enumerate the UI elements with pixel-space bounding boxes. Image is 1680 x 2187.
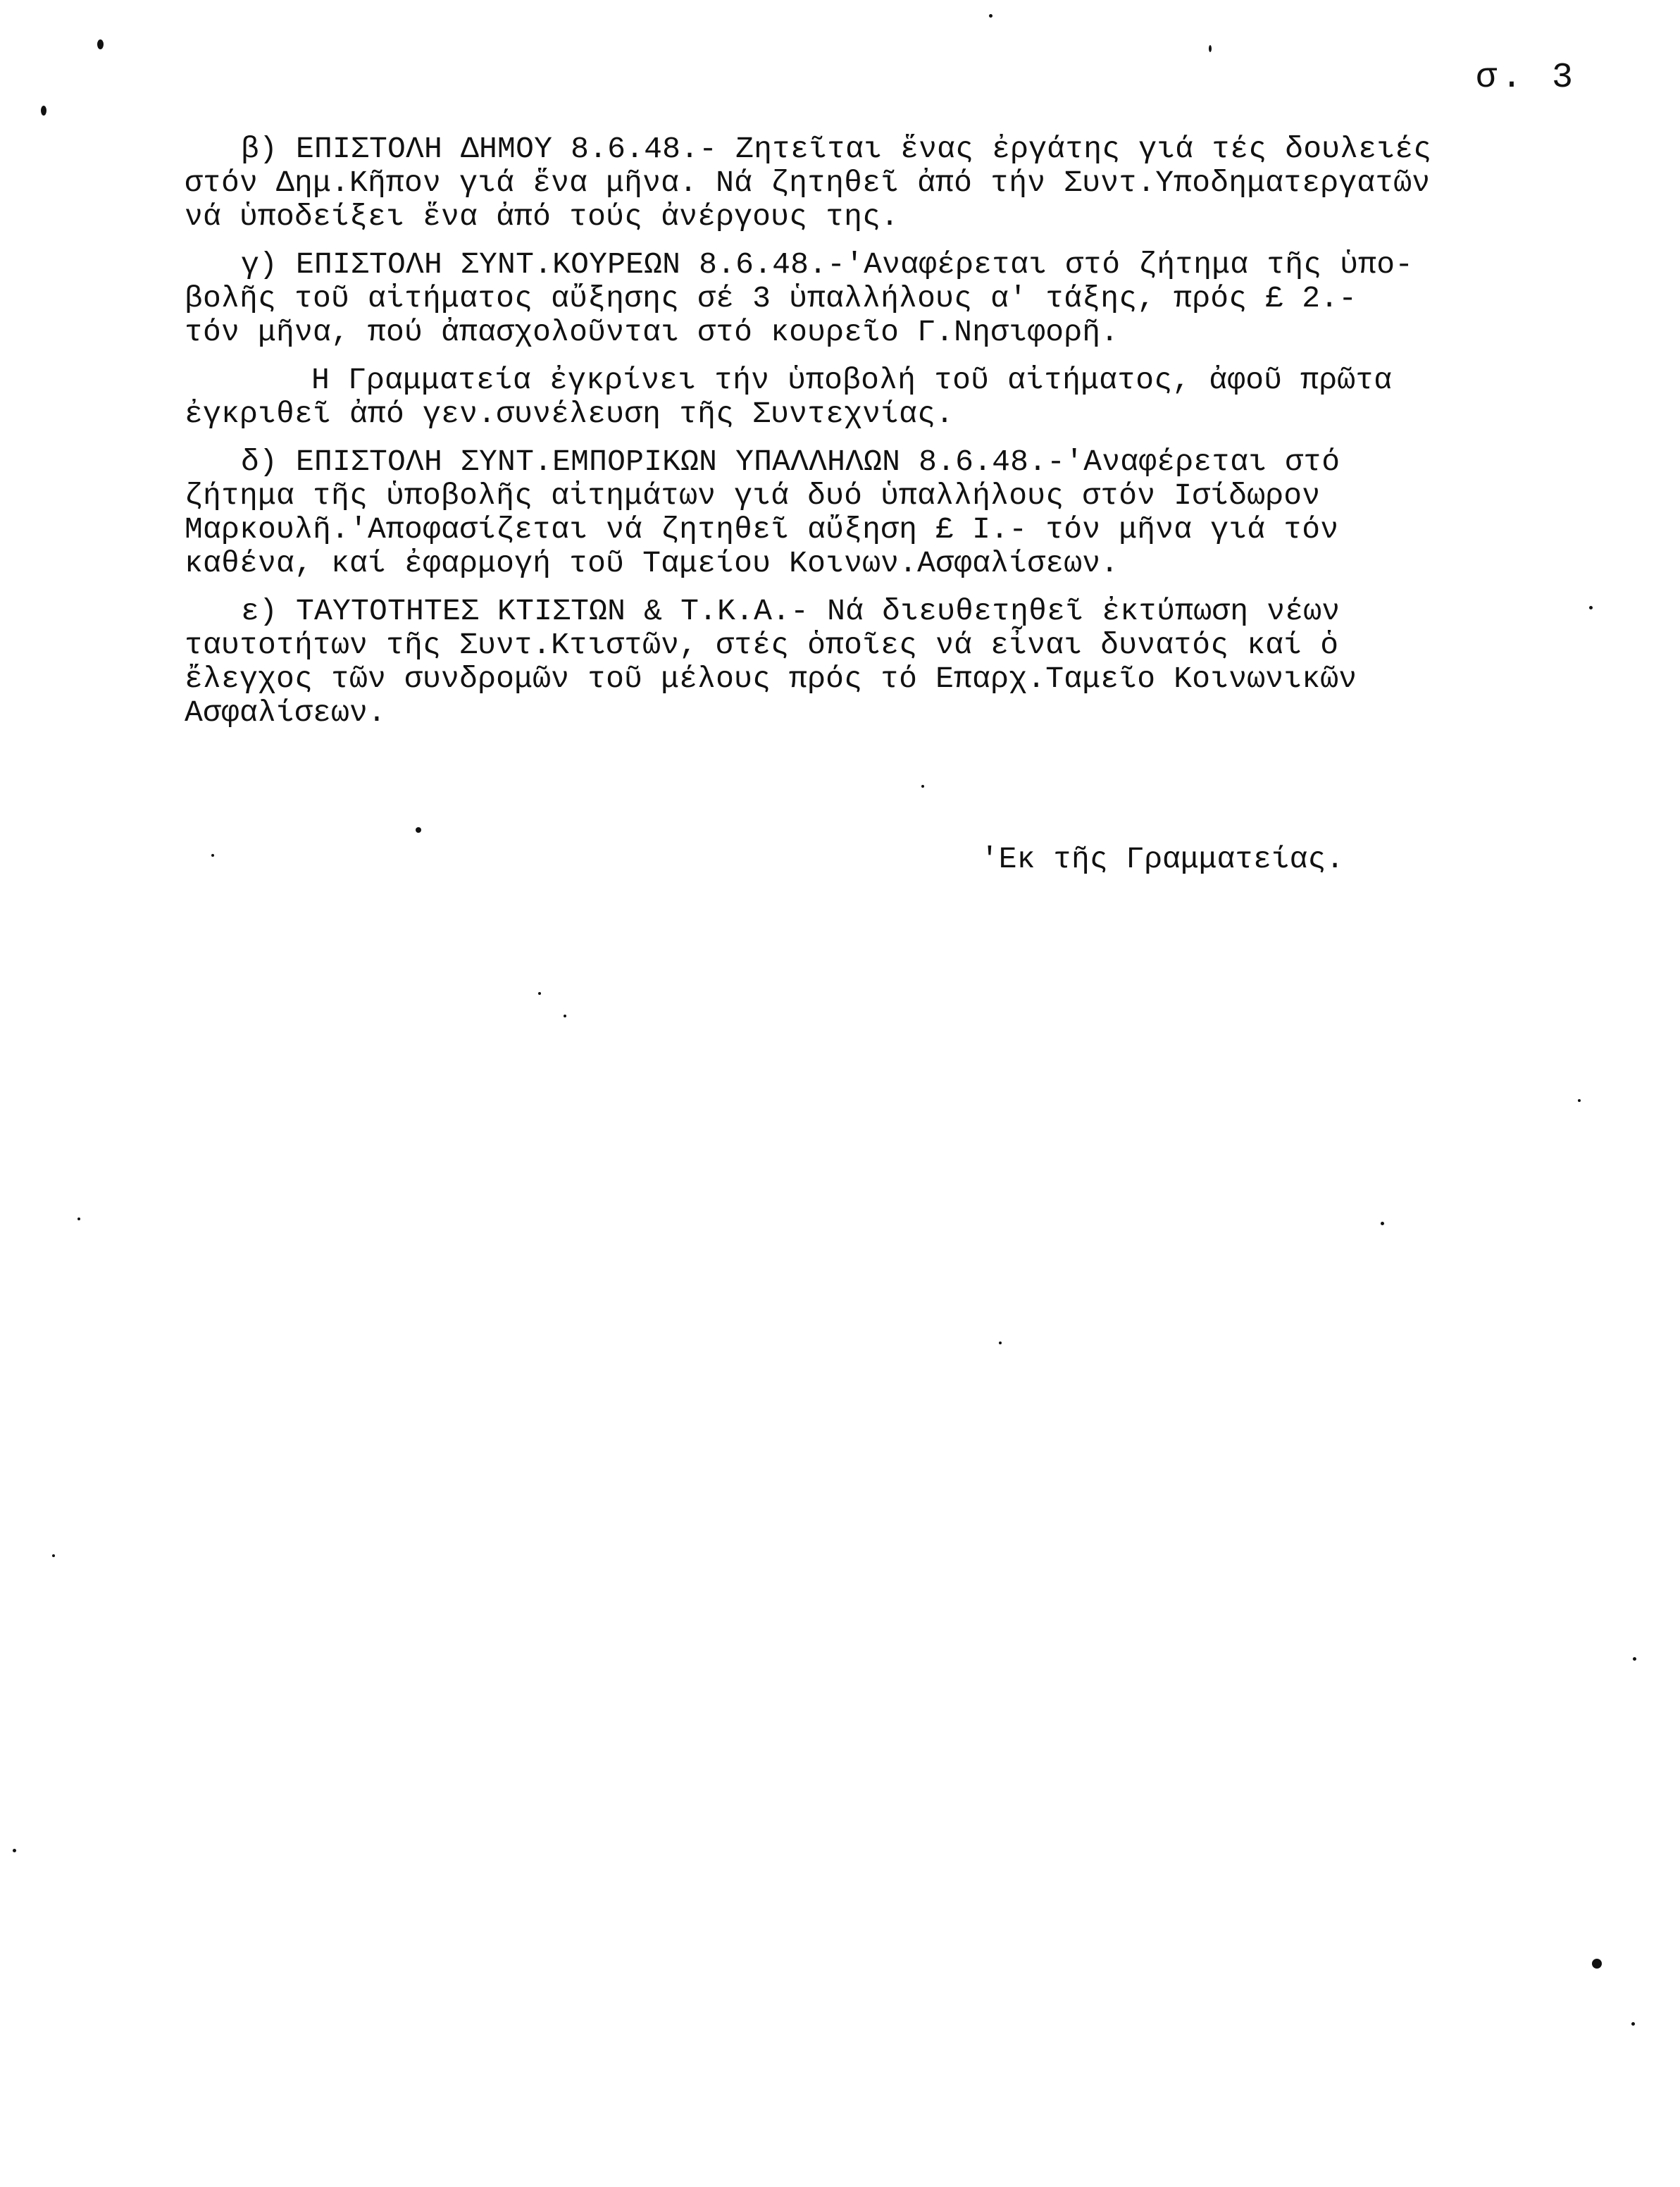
scan-speck	[538, 992, 541, 995]
text-line: Ασφαλίσεων.	[185, 695, 387, 730]
scan-speck	[52, 1554, 55, 1557]
scan-speck	[41, 106, 46, 116]
scan-speck	[999, 1342, 1002, 1344]
text-line: ἐγκριθεῖ ἀπό γεν.συνέλευση τῆς Συντεχνίας.	[185, 397, 954, 431]
scan-speck	[989, 14, 993, 18]
document-body	[185, 132, 1650, 744]
scan-speck	[1578, 1099, 1581, 1102]
text-line: γ) ΕΠΙΣΤΟΛΗ ΣΥΝΤ.ΚΟΥΡΕΩΝ 8.6.48.-'Αναφέρεται στό ζήτημα τῆς ὑπο-	[241, 247, 1414, 282]
text-line: β) ΕΠΙΣΤΟΛΗ ΔΗΜΟΥ 8.6.48.- Ζητεῖται ἕνας ἐργάτης γιά τές δουλειές	[241, 132, 1432, 166]
paragraph-beta	[185, 132, 1650, 234]
scan-speck	[564, 1015, 566, 1017]
text-line: δ) ΕΠΙΣΤΟΛΗ ΣΥΝΤ.ΕΜΠΟΡΙΚΩΝ ΥΠΑΛΛΗΛΩΝ 8.6.48.-'Αναφέρεται στό	[241, 445, 1340, 479]
scan-speck	[921, 785, 924, 788]
paragraph-delta	[185, 445, 1650, 581]
text-line: νά ὑποδείξει ἕνα ἀπό τούς ἀνέργους της.	[185, 199, 900, 234]
text-line: ζήτημα τῆς ὑποβολῆς αἰτημάτων γιά δυό ὑπαλλήλους στόν Ισίδωρον	[185, 478, 1321, 513]
scan-speck	[77, 1218, 80, 1220]
text-line: Μαρκουλῆ.'Αποφασίζεται νά ζητηθεῖ αὔξηση £ Ι.- τόν μῆνα γιά τόν	[185, 512, 1339, 547]
paragraph-gamma	[185, 248, 1650, 349]
text-line: στόν Δημ.Κῆπον γιά ἕνα μῆνα. Νά ζητηθεῖ ἀπό τήν Συντ.Υποδηματεργατῶν	[185, 166, 1431, 200]
text-line: Η Γραμματεία ἐγκρίνει τήν ὑποβολή τοῦ αἰτήματος, ἀφοῦ πρῶτα	[311, 363, 1393, 397]
scan-speck	[416, 827, 421, 833]
scan-speck	[1209, 45, 1212, 52]
text-line: βολῆς τοῦ αἰτήματος αὔξησης σέ 3 ὑπαλλήλους α' τάξης, πρός £ 2.-	[185, 281, 1357, 316]
scan-speck	[97, 39, 104, 49]
scan-speck	[13, 1849, 16, 1852]
scan-speck	[1381, 1222, 1384, 1225]
text-line: ταυτοτήτων τῆς Συντ.Κτιστῶν, στές ὁποῖες νά εἶναι δυνατός καί ὁ	[185, 628, 1339, 662]
paragraph-approval	[185, 364, 1650, 431]
scan-speck	[1592, 1959, 1602, 1969]
scan-speck	[1589, 606, 1593, 609]
text-line: ε) ΤΑΥΤΟΤΗΤΕΣ ΚΤΙΣΤΩΝ & Τ.Κ.Α.- Νά διευθετηθεῖ ἐκτύπωση νέων	[241, 594, 1340, 628]
signature-line: 'Εκ τῆς Γραμματείας.	[981, 842, 1345, 876]
scan-speck	[1631, 2022, 1635, 2026]
text-line: τόν μῆνα, πού ἀπασχολοῦνται στό κουρεῖο Γ.Νησιφορῆ.	[185, 315, 1119, 349]
page-number: σ. 3	[1476, 58, 1578, 98]
scan-speck	[211, 854, 214, 857]
text-line: καθένα, καί ἐφαρμογή τοῦ Ταμείου Κοινων.Ασφαλίσεων.	[185, 546, 1119, 581]
text-line: ἔλεγχος τῶν συνδρομῶν τοῦ μέλους πρός τό Επαρχ.Ταμεῖο Κοινωνικῶν	[185, 662, 1357, 696]
paragraph-epsilon	[185, 595, 1650, 730]
scan-speck	[1633, 1657, 1636, 1661]
